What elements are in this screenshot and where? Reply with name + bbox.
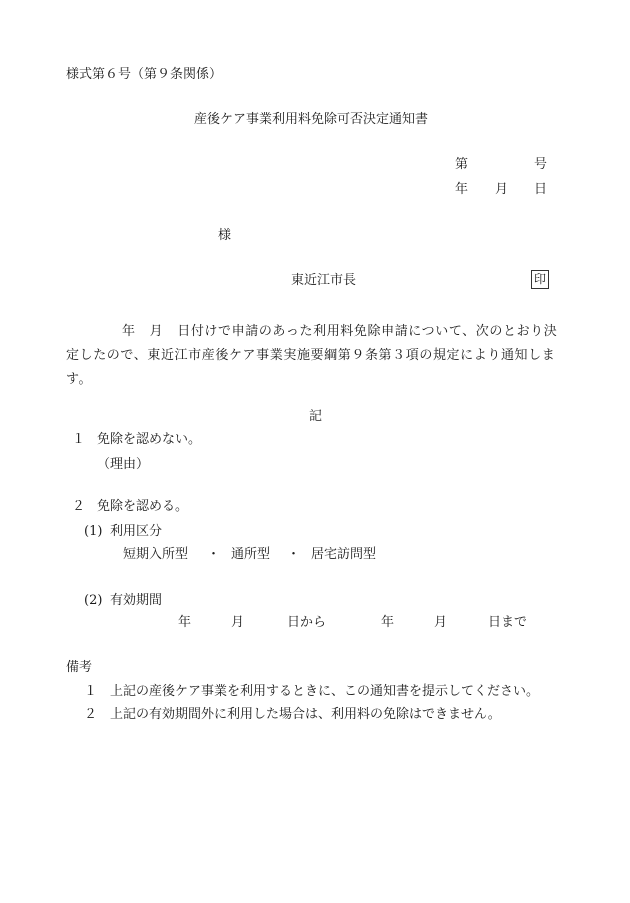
number-suffix: 号 (534, 157, 548, 172)
body-year: 年 (122, 324, 136, 339)
note-text: 上記の有効期間外に利用した場合は、利用料の免除はできません。 (110, 707, 501, 722)
date-day: 日 (534, 182, 548, 197)
document-title: 産後ケア事業利用料免除可否決定通知書 (194, 112, 429, 127)
type-separator: ・ (207, 547, 221, 562)
period-from-month: 月 (231, 615, 245, 630)
item2-number: ２ (72, 499, 86, 514)
number-prefix: 第 (455, 157, 469, 172)
type-separator: ・ (287, 547, 301, 562)
item1-reason: （理由） (97, 457, 150, 472)
period-to-day: 日まで (488, 615, 528, 630)
period-from-day: 日から (287, 615, 327, 630)
period-to-year: 年 (381, 615, 395, 630)
sub1-label: 利用区分 (110, 524, 163, 539)
usage-type-day-visit: 通所型 (231, 547, 271, 562)
note-text: 上記の産後ケア事業を利用するときに、この通知書を提示してください。 (110, 684, 540, 699)
note-number: ２ (84, 707, 98, 722)
ki-heading: 記 (309, 409, 323, 424)
body-text: 日付けで申請のあった利用料免除申請について、次のとおり決定したので、東近江市産後ケア事業実施要綱第９条第３項の規定により通知します。 (66, 324, 558, 387)
recipient-suffix: 様 (218, 228, 232, 243)
date-year: 年 (455, 182, 469, 197)
body-paragraph (66, 320, 566, 392)
usage-type-short-stay: 短期入所型 (123, 547, 189, 562)
body-month: 月 (149, 324, 164, 339)
seal-box: 印 (531, 270, 549, 289)
item1-number: １ (72, 432, 86, 447)
form-number: 様式第６号（第９条関係） (66, 67, 223, 82)
usage-type-home-visit: 居宅訪問型 (311, 547, 377, 562)
note-number: １ (84, 684, 98, 699)
date-month: 月 (495, 182, 509, 197)
period-from-year: 年 (178, 615, 192, 630)
sub2-label: 有効期間 (110, 593, 163, 608)
item2-label: 免除を認める。 (97, 499, 189, 514)
sub2-number: (2) (84, 593, 103, 608)
sub1-number: (1) (84, 524, 103, 539)
notes-heading: 備考 (66, 660, 93, 675)
period-to-month: 月 (434, 615, 448, 630)
issuer-name: 東近江市長 (291, 273, 357, 288)
item1-label: 免除を認めない。 (97, 432, 202, 447)
